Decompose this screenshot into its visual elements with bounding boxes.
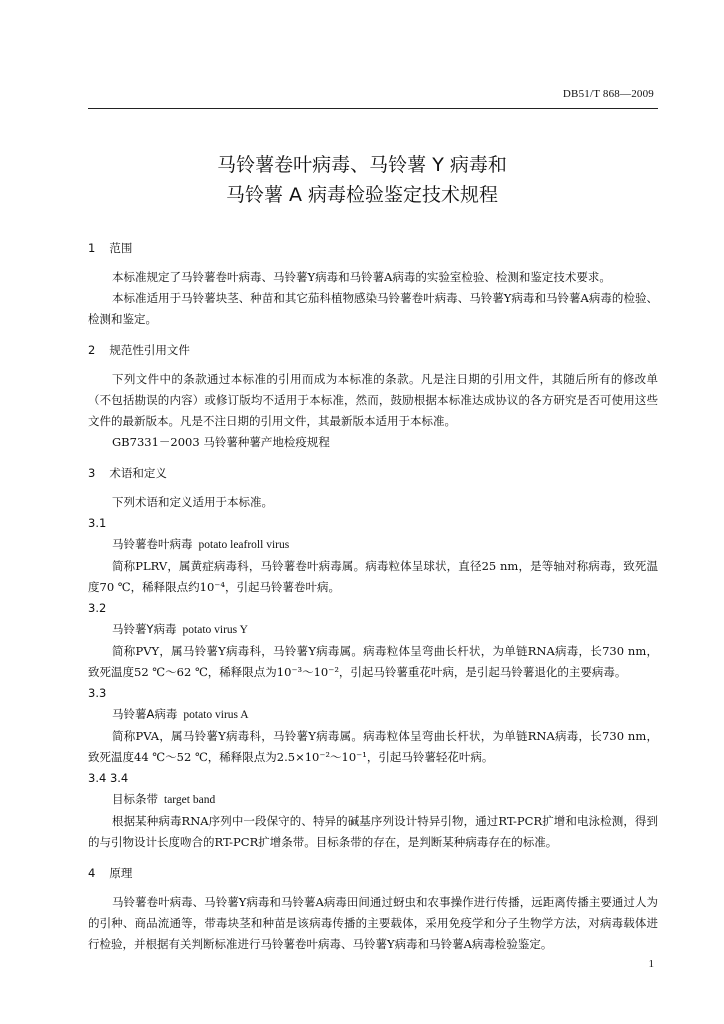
standard-code: DB51/T 868—2009 (562, 88, 654, 100)
term-en: potato virus A (183, 709, 249, 721)
section-heading-principle (88, 863, 658, 884)
document-title (0, 150, 724, 210)
term-zh: 马铃薯卷叶病毒 (112, 537, 193, 551)
paragraph: 本标准适用于马铃薯块茎、种苗和其它茄科植物感染马铃薯卷叶病毒、马铃薯Y病毒和马铃薯A病毒的检验、检测和鉴定。 (88, 291, 658, 326)
section-title: 术语和定义 (109, 466, 167, 480)
term-number: 3.3 (88, 686, 107, 700)
term-number: 3.4 3.4 (88, 771, 129, 785)
term-definition: 简称PVA，属马铃薯Y病毒科，马铃薯Y病毒属。病毒粒体呈弯曲长杆状，为单链RNA病毒，长730 nm，致死温度44 ℃～52 ℃，稀释限点为2.5×10⁻²～10⁻¹，引起马铃薯轻花叶病。 (88, 729, 658, 764)
document-body (88, 238, 658, 955)
term-definition: 根据某种病毒RNA序列中一段保守的、特异的碱基序列设计特异引物，通过RT-PCR扩增和电泳检测，得到的与引物设计长度吻合的RT-PCR扩增条带。目标条带的存在，是判断某种病毒存在的标准。 (88, 814, 658, 849)
reference-item: GB7331－2003 马铃薯种薯产地检疫规程 (112, 435, 330, 449)
section-number: 3 (88, 466, 96, 480)
paragraph: 本标准规定了马铃薯卷叶病毒、马铃薯Y病毒和马铃薯A病毒的实验室检验、检测和鉴定技术要求。 (112, 270, 611, 284)
term-heading (112, 789, 658, 811)
section-number: 1 (88, 241, 96, 255)
paragraph: 下列术语和定义适用于本标准。 (112, 495, 273, 509)
term-zh: 马铃薯A病毒 (112, 707, 178, 721)
term-zh: 目标条带 (112, 792, 158, 806)
header-rule (88, 108, 658, 109)
term-definition: 简称PLRV，属黄症病毒科，马铃薯卷叶病毒属。病毒粒体呈球状，直径25 nm，是等轴对称病毒，致死温度70 ℃，稀释限点约10⁻⁴，引起马铃薯卷叶病。 (88, 559, 658, 594)
section-heading-scope (88, 238, 658, 259)
section-number: 2 (88, 343, 96, 357)
term-definition: 简称PVY，属马铃薯Y病毒科，马铃薯Y病毒属。病毒粒体呈弯曲长杆状，为单链RNA病毒，长730 nm，致死温度52 ℃～62 ℃，稀释限点为10⁻³～10⁻²，引起马铃薯重花叶病，是引起马铃薯退化的主要病毒。 (88, 644, 658, 679)
title-line-1: 马铃薯卷叶病毒、马铃薯 Y 病毒和 (217, 154, 507, 176)
section-heading-terms (88, 463, 658, 484)
paragraph: 马铃薯卷叶病毒、马铃薯Y病毒和马铃薯A病毒田间通过蚜虫和农事操作进行传播，远距离传播主要通过人为的引种、商品流通等，带毒块茎和种苗是该病毒传播的主要载体，采用免疫学和分子生物学方法，对病毒载体进行检验，并根据有关判断标准进行马铃薯卷叶病毒、马铃薯Y病毒和马铃薯A病毒检验鉴定。 (88, 895, 658, 951)
term-number: 3.2 (88, 601, 107, 615)
term-zh: 马铃薯Y病毒 (112, 622, 177, 636)
section-title: 原理 (109, 866, 133, 880)
paragraph: 下列文件中的条款通过本标准的引用而成为本标准的条款。凡是注日期的引用文件，其随后所有的修改单（不包括勘误的内容）或修订版均不适用于本标准，然而，鼓励根据本标准达成协议的各方研究是否可使用这些文件的最新版本。凡是不注日期的引用文件，其最新版本适用于本标准。 (88, 372, 658, 428)
title-line-2: 马铃薯 A 病毒检验鉴定技术规程 (225, 184, 499, 206)
section-title: 规范性引用文件 (109, 343, 190, 357)
term-en: potato virus Y (182, 624, 248, 636)
section-title: 范围 (109, 241, 133, 255)
section-heading-references (88, 340, 658, 361)
section-number: 4 (88, 866, 96, 880)
term-heading (112, 534, 658, 556)
term-number: 3.1 (88, 516, 107, 530)
term-en: potato leafroll virus (198, 539, 290, 551)
term-heading (112, 619, 658, 641)
term-en: target band (164, 794, 216, 806)
page-number: 1 (648, 958, 654, 970)
term-heading (112, 704, 658, 726)
